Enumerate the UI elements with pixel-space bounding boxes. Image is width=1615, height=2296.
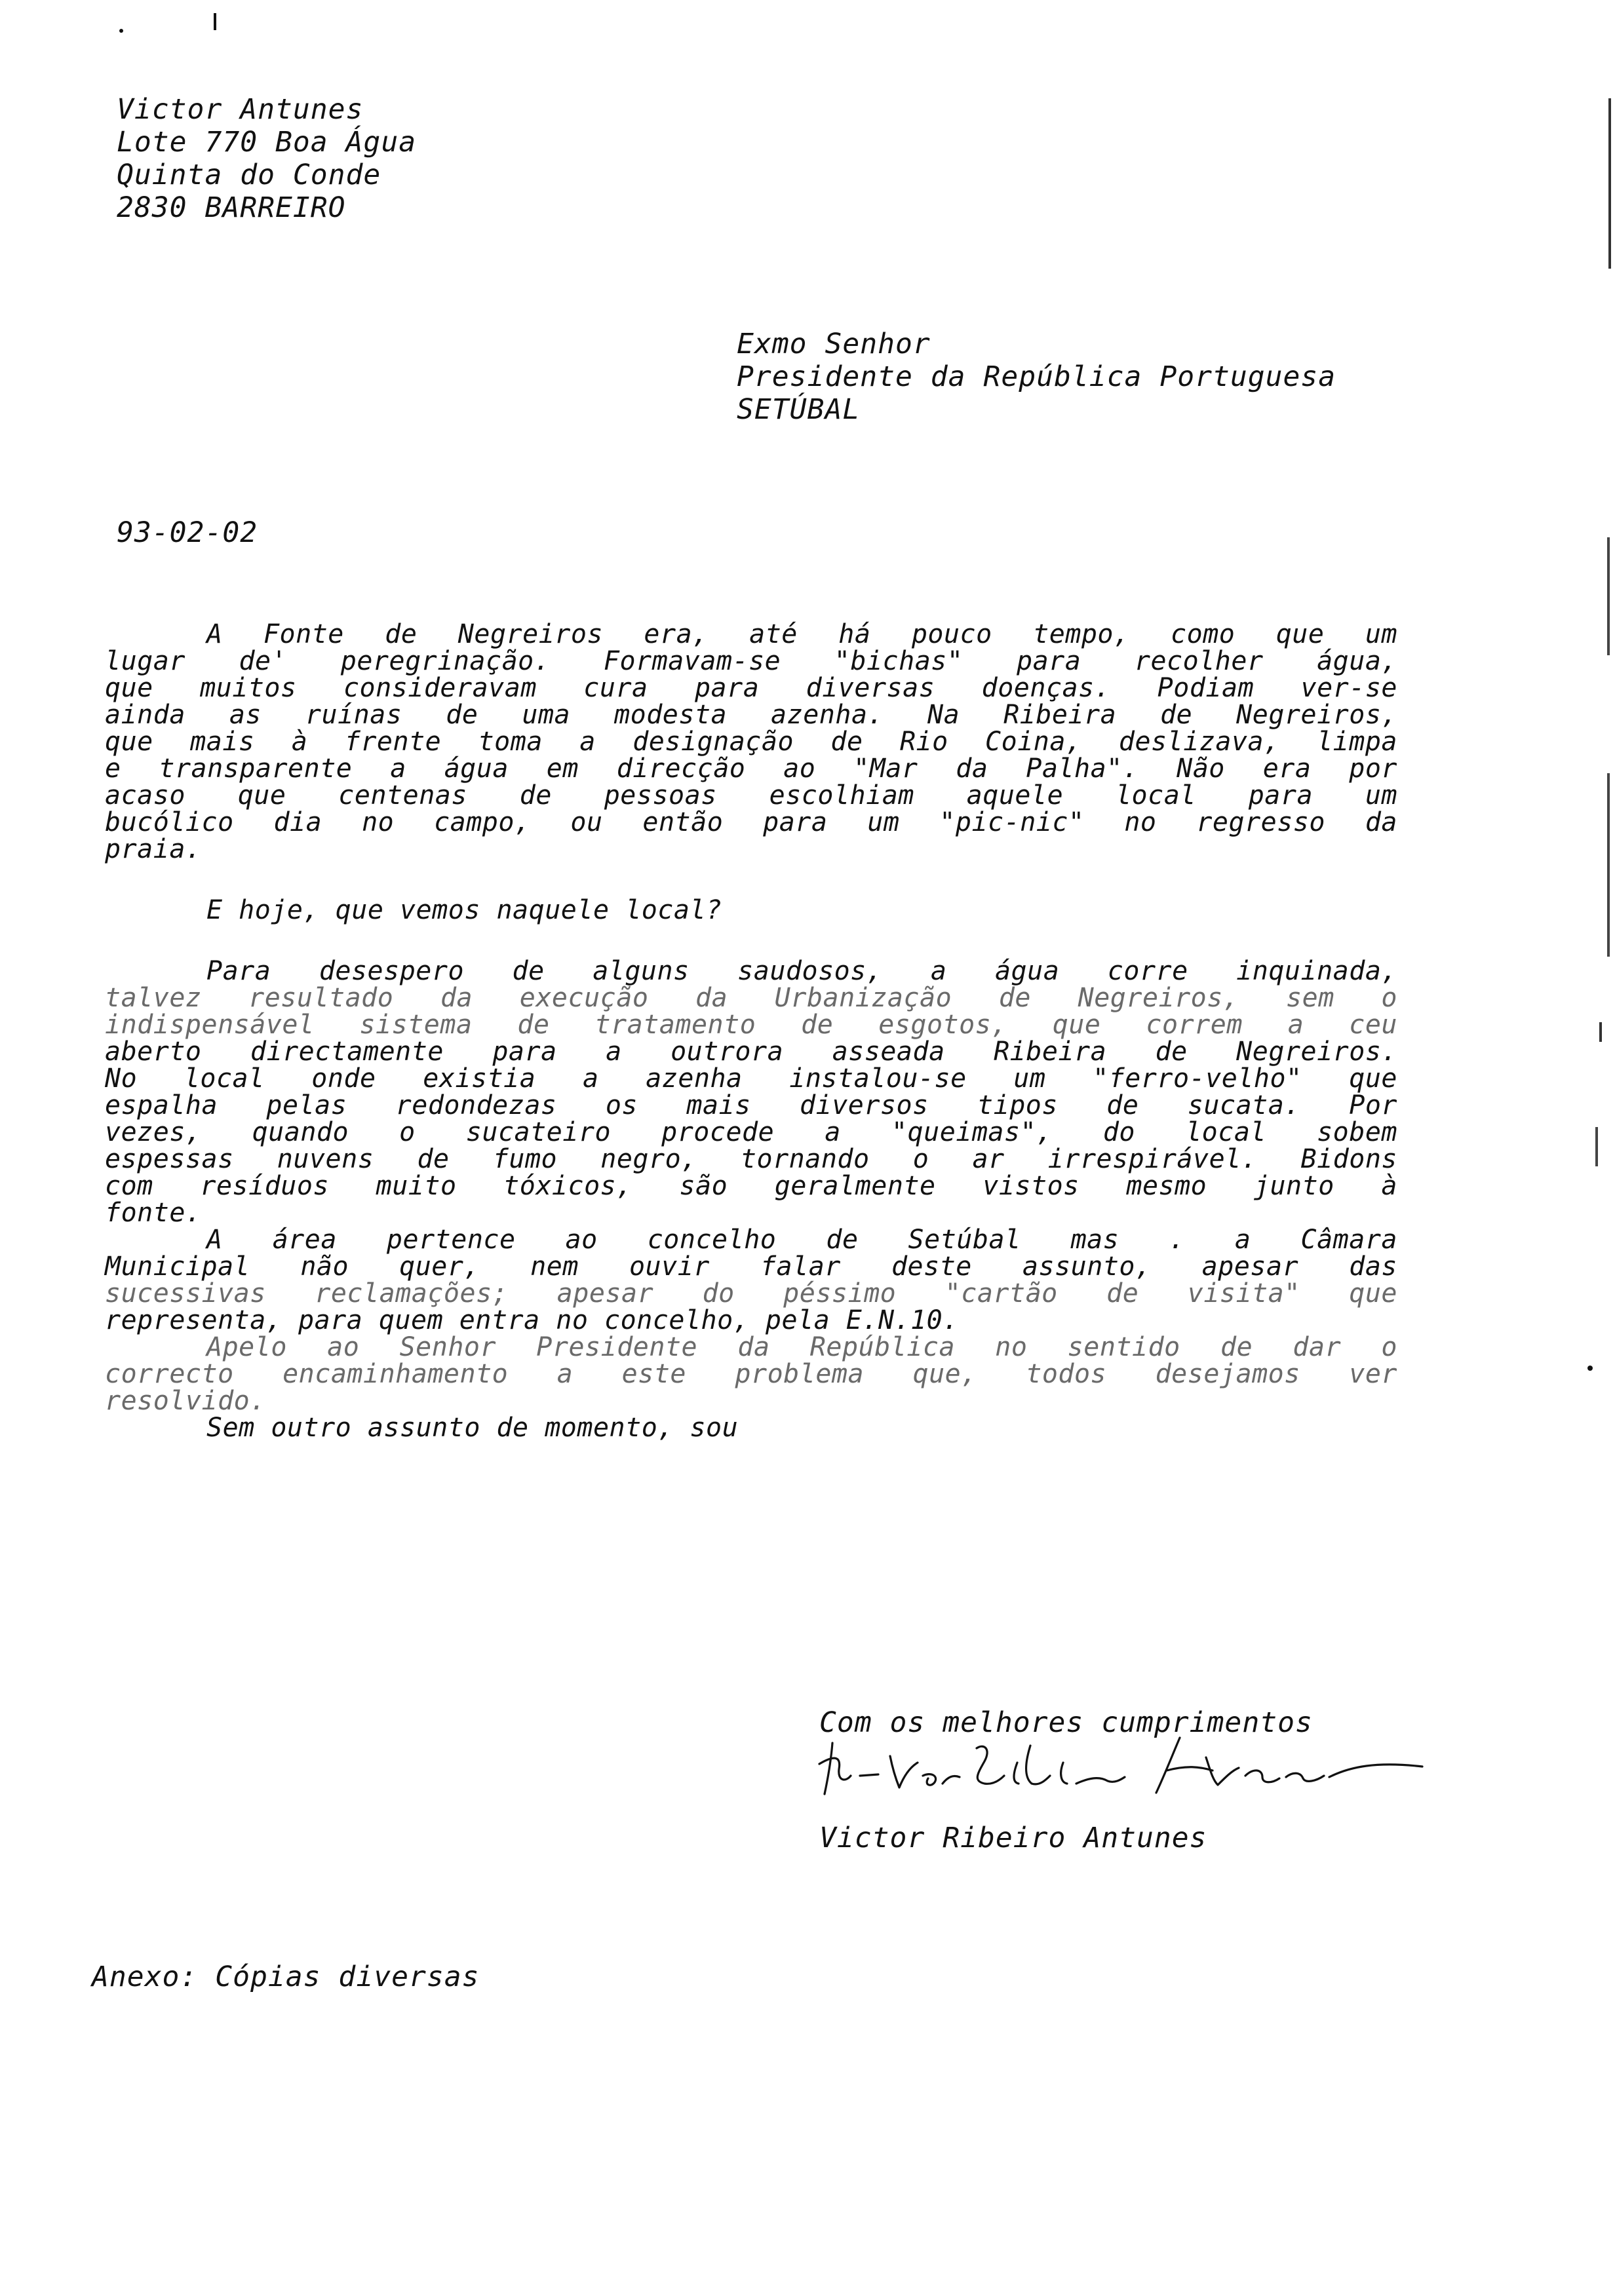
body-line: espessas nuvens de fumo negro, tornando o ar irrespirável. Bidons (105, 1144, 1397, 1174)
body-line: Sem outro assunto de momento, sou (206, 1413, 739, 1443)
body-line: Municipal não quer, nem ouvir falar deste assunto, apesar das (105, 1252, 1397, 1282)
body-line: acaso que centenas de pessoas escolhiam aquele local para um (105, 780, 1397, 811)
scan-edge-mark (1599, 1022, 1602, 1042)
body-line: sucessivas reclamações; apesar do péssimo "cartão de visita" que (105, 1278, 1397, 1309)
paragraph-6 (105, 1415, 1397, 1442)
body-line: talvez resultado da execução da Urbanização de Negreiros, sem o (105, 983, 1397, 1013)
paragraph-1 (105, 621, 1397, 863)
body-line: que muitos consideravam cura para diversas doenças. Podiam ver-se (105, 673, 1397, 703)
body-line: correcto encaminhamento a este problema que, todos desejamos ver (105, 1359, 1397, 1389)
scan-edge-mark (1587, 1366, 1593, 1371)
sender-name: Victor Antunes (117, 93, 364, 126)
scan-edge-mark (1608, 98, 1611, 269)
sender-address-line-1: Lote 770 Boa Água (117, 126, 417, 159)
body-line: A área pertence ao concelho de Setúbal mas . a Câmara (206, 1225, 1397, 1255)
body-line: ainda as ruínas de uma modesta azenha. Na Ribeira de Negreiros, (105, 700, 1397, 730)
signatory-name: Victor Ribeiro Antunes (819, 1822, 1207, 1854)
sender-address-line-2: Quinta do Conde (117, 159, 381, 191)
body-line: vezes, quando o sucateiro procede a "queimas", do local sobem (105, 1117, 1397, 1147)
annex-note: Anexo: Cópias diversas (92, 1961, 480, 1993)
body-line: e transparente a água em direcção ao "Mar da Palha". Não era por (105, 754, 1397, 784)
body-line: E hoje, que vemos naquele local? (206, 895, 722, 925)
body-line: representa, para quem entra no concelho, pela E.N.10. (105, 1305, 959, 1335)
closing-line: Com os melhores cumprimentos (819, 1706, 1313, 1739)
paragraph-4 (105, 1227, 1397, 1334)
body-line: com resíduos muito tóxicos, são geralmente vistos mesmo junto à (105, 1171, 1397, 1201)
handwritten-signature (813, 1730, 1429, 1808)
body-line: indispensável sistema de tratamento de esgotos, que correm a ceu (105, 1010, 1397, 1040)
letter-date: 93-02-02 (117, 516, 258, 549)
scan-mark (214, 13, 216, 30)
body-line: lugar de' peregrinação. Formavam-se "bichas" para recolher água, (105, 646, 1397, 676)
body-line: Para desespero de alguns saudosos, a água corre inquinada, (206, 956, 1397, 986)
recipient-title: Presidente da República Portuguesa (737, 360, 1336, 393)
paragraph-3 (105, 958, 1397, 1227)
paragraph-5 (105, 1334, 1397, 1415)
paragraph-2 (105, 897, 1397, 924)
scan-edge-mark (1607, 537, 1610, 655)
recipient-address (737, 328, 1336, 426)
body-line: fonte. (105, 1198, 202, 1228)
body-line: Apelo ao Senhor Presidente da República no sentido de dar o (206, 1332, 1397, 1362)
body-line: aberto directamente para a outrora asseada Ribeira de Negreiros. (105, 1037, 1397, 1067)
body-line: A Fonte de Negreiros era, até há pouco tempo, como que um (206, 619, 1397, 649)
body-line: bucólico dia no campo, ou então para um "pic-nic" no regresso da (105, 807, 1397, 837)
recipient-salutation: Exmo Senhor (737, 328, 931, 360)
body-line: que mais à frente toma a designação de Rio Coina, deslizava, limpa (105, 727, 1397, 757)
body-line: No local onde existia a azenha instalou-se um "ferro-velho" que (105, 1063, 1397, 1094)
sender-address (117, 93, 416, 224)
sender-address-line-3: 2830 BARREIRO (117, 191, 346, 224)
scan-edge-mark (1607, 773, 1610, 957)
body-line: resolvido. (105, 1386, 266, 1416)
body-line: espalha pelas redondezas os mais diversos tipos de sucata. Por (105, 1090, 1397, 1120)
letter-body (105, 621, 1397, 1442)
body-line: praia. (105, 834, 202, 864)
scan-edge-mark (1595, 1127, 1598, 1166)
recipient-city: SETÚBAL (737, 393, 861, 426)
scan-mark (119, 29, 123, 33)
